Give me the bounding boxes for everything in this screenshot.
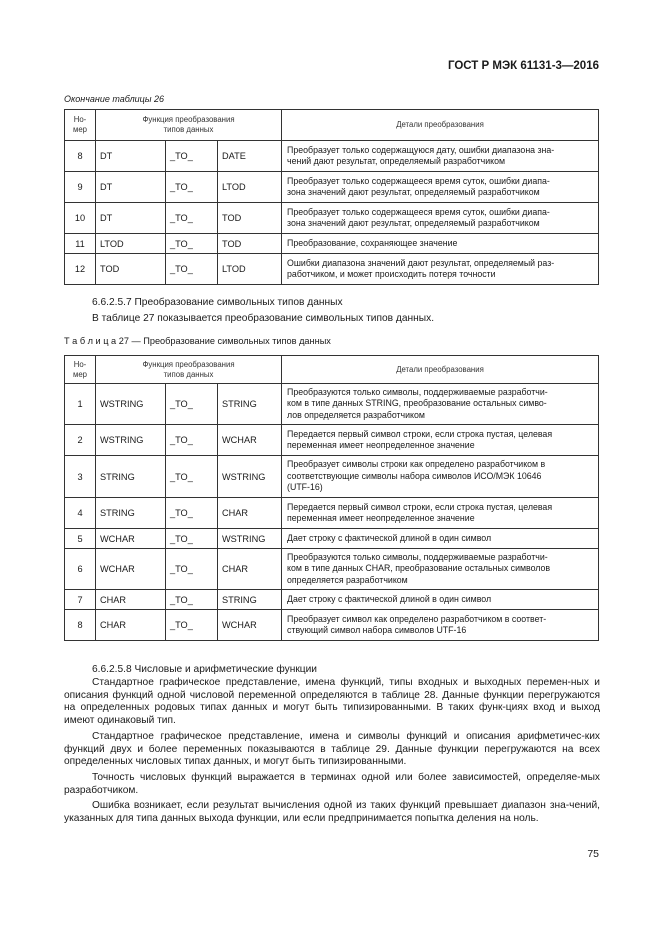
- cell-operator: _TO_: [166, 549, 218, 590]
- paragraph: Стандартное графическое представление, имена функций, типы входных и выходных перемен-ных и описания функций одной числовой переменной определяются в таблице 28. Данные функции перегружаются на определенных родовых типах данных и могут быть типизированными. В таких функ-циях вход и выход имеют одинаковый тип.: [64, 677, 600, 726]
- paragraph: В таблице 27 показывается преобразование символьных типов данных.: [92, 313, 435, 324]
- section-heading: 6.6.2.5.8 Числовые и арифметические функции: [92, 664, 317, 675]
- cell-target-type: LTOD: [218, 254, 282, 285]
- cell-details: Ошибки диапазона значений дают результат, определяемый раз- работчиком, и может происходить потеря точности: [282, 254, 599, 285]
- cell-details: Преобразует символ как определено разработчиком в соответ- ствующий символ набора символов UTF-16: [282, 610, 599, 641]
- cell-details: Преобразует только содержащуюся дату, ошибки диапазона зна- чений дают результат, определяемый разработчиком: [282, 141, 599, 172]
- cell-operator: _TO_: [166, 384, 218, 425]
- paragraph: Стандартное графическое представление, имена и символы функций и описания арифметичес-ких функций двух и более переменных показываются в таблице 29. Данные функции перегружаются на всех определенных числовых типах данных, и могут быть типизированными.: [64, 731, 600, 767]
- paragraph: Ошибка возникает, если результат вычисления одной из таких функций превышает диапазон зна-чений, указанных для типа данных выхода функции, или если предпринимается попытка деления на ноль.: [64, 800, 600, 824]
- cell-target-type: STRING: [218, 590, 282, 610]
- cell-target-type: CHAR: [218, 498, 282, 529]
- cell-target-type: WSTRING: [218, 456, 282, 498]
- cell-source-type: CHAR: [96, 610, 166, 641]
- cell-number: 8: [65, 141, 96, 172]
- cell-number: 5: [65, 529, 96, 549]
- cell-operator: _TO_: [166, 590, 218, 610]
- table-row: [65, 549, 599, 590]
- cell-number: 12: [65, 254, 96, 285]
- cell-number: 1: [65, 384, 96, 425]
- cell-details: Передается первый символ строки, если строка пустая, целевая переменная имеет неопределенное значение: [282, 425, 599, 456]
- cell-source-type: WSTRING: [96, 425, 166, 456]
- page-number: 75: [587, 848, 599, 860]
- cell-source-type: TOD: [96, 254, 166, 285]
- header-func: Функция преобразования типов данных: [96, 110, 282, 141]
- cell-source-type: DT: [96, 172, 166, 203]
- cell-operator: _TO_: [166, 456, 218, 498]
- cell-target-type: TOD: [218, 234, 282, 254]
- table-continuation-label: Окончание таблицы 26: [64, 94, 164, 104]
- table-row: [65, 610, 599, 641]
- cell-details: Дает строку с фактической длиной в один символ: [282, 529, 599, 549]
- cell-target-type: DATE: [218, 141, 282, 172]
- cell-number: 11: [65, 234, 96, 254]
- section-heading: 6.6.2.5.7 Преобразование символьных типов данных: [92, 297, 343, 308]
- cell-target-type: LTOD: [218, 172, 282, 203]
- table-27: [64, 355, 599, 641]
- cell-number: 7: [65, 590, 96, 610]
- table-row: [65, 498, 599, 529]
- cell-target-type: WCHAR: [218, 425, 282, 456]
- cell-details: Преобразует символы строки как определено разработчиком в соответствующие символы набора символов ИСО/МЭК 10646 (UTF-16): [282, 456, 599, 498]
- table-row: [65, 234, 599, 254]
- cell-number: 6: [65, 549, 96, 590]
- cell-source-type: WSTRING: [96, 384, 166, 425]
- table-header-row: [65, 110, 599, 141]
- cell-target-type: TOD: [218, 203, 282, 234]
- cell-source-type: CHAR: [96, 590, 166, 610]
- table-row: [65, 590, 599, 610]
- cell-details: Дает строку с фактической длиной в один символ: [282, 590, 599, 610]
- cell-number: 10: [65, 203, 96, 234]
- table-26: [64, 109, 599, 285]
- cell-source-type: WCHAR: [96, 529, 166, 549]
- paragraph: Точность числовых функций выражается в терминах одной или более зависимостей, определяе-мых разработчиком.: [64, 772, 600, 796]
- cell-details: Преобразуются только символы, поддерживаемые разработчи- ком в типе данных STRING, преобразование остальных симво- лов определяется разработчиком: [282, 384, 599, 425]
- cell-operator: _TO_: [166, 529, 218, 549]
- table-header-row: [65, 356, 599, 384]
- cell-source-type: STRING: [96, 498, 166, 529]
- table-caption: Т а б л и ц а 27 — Преобразование символьных типов данных: [64, 336, 331, 346]
- cell-source-type: LTOD: [96, 234, 166, 254]
- cell-details: Преобразует только содержащееся время суток, ошибки диапа- зона значений дают результат, определяемый разработчиком: [282, 172, 599, 203]
- cell-target-type: WCHAR: [218, 610, 282, 641]
- cell-source-type: WCHAR: [96, 549, 166, 590]
- cell-target-type: WSTRING: [218, 529, 282, 549]
- cell-operator: _TO_: [166, 172, 218, 203]
- table-row: [65, 529, 599, 549]
- cell-details: Передается первый символ строки, если строка пустая, целевая переменная имеет неопределенное значение: [282, 498, 599, 529]
- cell-source-type: DT: [96, 203, 166, 234]
- cell-operator: _TO_: [166, 141, 218, 172]
- cell-operator: _TO_: [166, 203, 218, 234]
- cell-number: 8: [65, 610, 96, 641]
- table-row: [65, 172, 599, 203]
- cell-operator: _TO_: [166, 425, 218, 456]
- table-row: [65, 254, 599, 285]
- header-details: Детали преобразования: [282, 110, 599, 141]
- cell-operator: _TO_: [166, 610, 218, 641]
- cell-number: 2: [65, 425, 96, 456]
- table-row: [65, 203, 599, 234]
- cell-operator: _TO_: [166, 254, 218, 285]
- cell-details: Преобразуются только символы, поддерживаемые разработчи- ком в типе данных CHAR, преобразование остальных символов определяется разработчиком: [282, 549, 599, 590]
- table-row: [65, 141, 599, 172]
- header-num: Но- мер: [65, 356, 96, 384]
- cell-operator: _TO_: [166, 498, 218, 529]
- table-row: [65, 456, 599, 498]
- header-num: Но- мер: [65, 110, 96, 141]
- cell-target-type: STRING: [218, 384, 282, 425]
- cell-target-type: CHAR: [218, 549, 282, 590]
- document-header: ГОСТ Р МЭК 61131-3—2016: [447, 60, 599, 72]
- table-row: [65, 384, 599, 425]
- cell-number: 4: [65, 498, 96, 529]
- cell-details: Преобразование, сохраняющее значение: [282, 234, 599, 254]
- cell-number: 9: [65, 172, 96, 203]
- cell-source-type: STRING: [96, 456, 166, 498]
- header-details: Детали преобразования: [282, 356, 599, 384]
- header-func: Функция преобразования типов данных: [96, 356, 282, 384]
- cell-number: 3: [65, 456, 96, 498]
- table-row: [65, 425, 599, 456]
- cell-details: Преобразует только содержащееся время суток, ошибки диапа- зона значений дают результат, определяемый разработчиком: [282, 203, 599, 234]
- cell-source-type: DT: [96, 141, 166, 172]
- cell-operator: _TO_: [166, 234, 218, 254]
